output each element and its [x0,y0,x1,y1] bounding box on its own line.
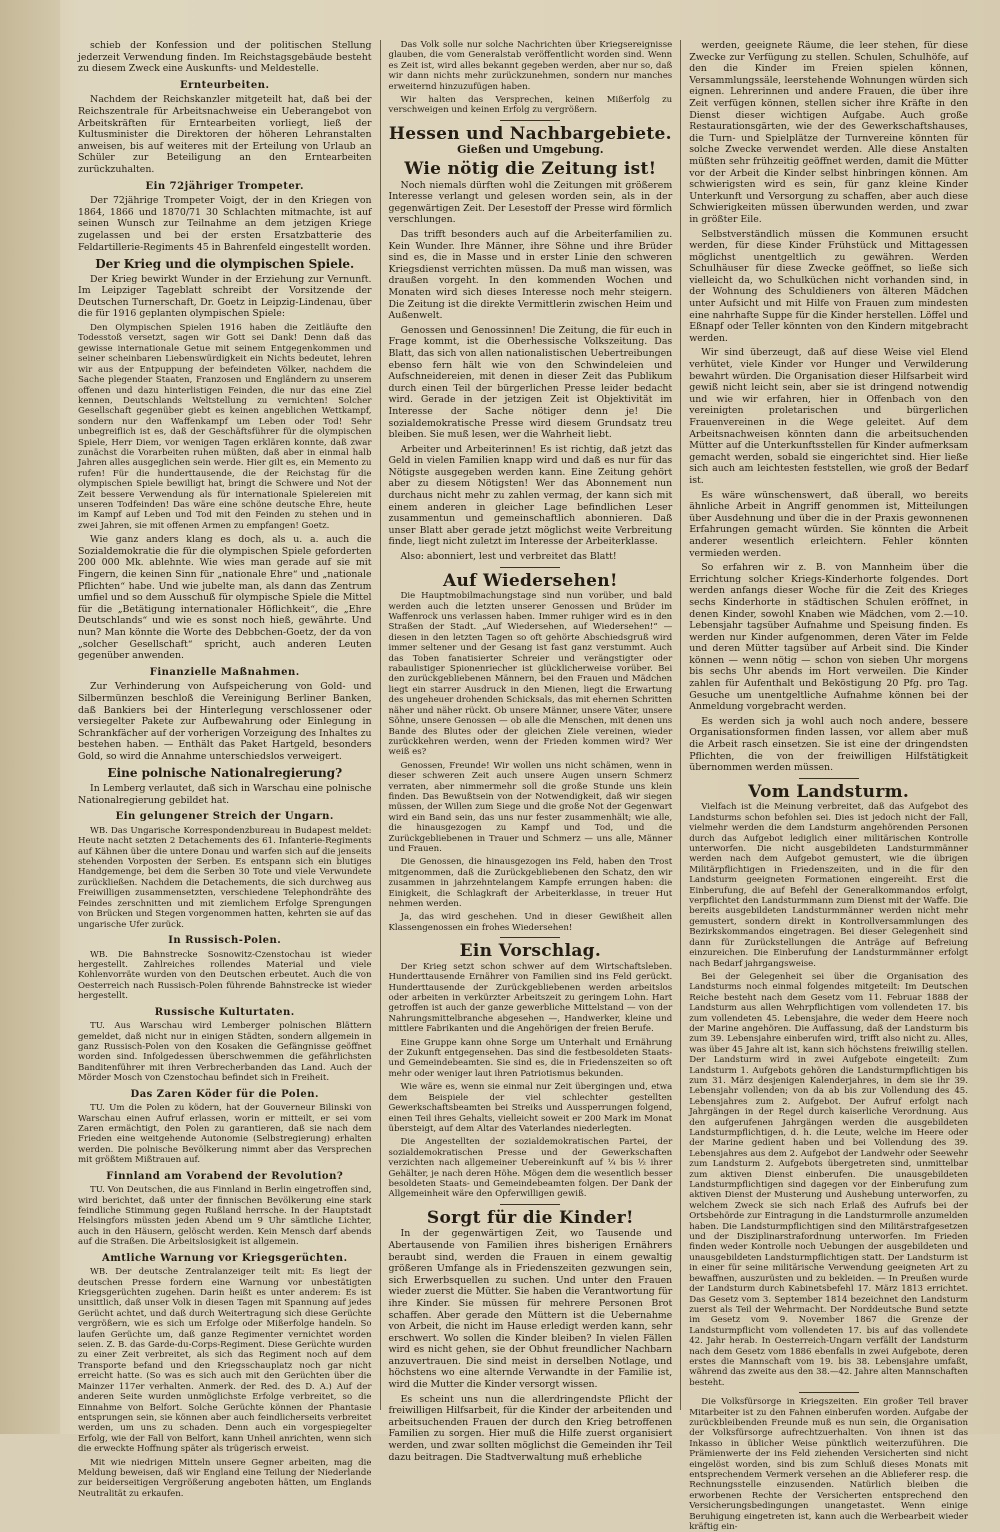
article-heading: Amtliche Warnung vor Kriegsgerüchten. [101,1252,348,1264]
article-heading: Ein gelungener Streich der Ungarn. [115,811,334,823]
article-paragraph: So erfahren wir z. B. von Mannheim über die Errichtung solcher Kriegs-Kinderhorte folgendes. Dort werden anfangs dieser Woche für die Zeit des Krieges sechs Kinderhorte in städtischen Schulen eröffnet, in denen Kinder, sowohl Knaben wie Mädchen, vom 2.—10. Lebensjahr tagsüber Aufnahme und Speisung finden. Es werden nur Kinder aufgenommen, deren Väter im Felde und deren Mütter tagsüber auf Arbeit sind. Die Kinder können — wenn nötig — schon von sieben Uhr morgens bis sechs Uhr abends im Hort verweilen. Die Kinder zahlen für Aufenthalt und Beköstigung 20 Pfg. pro Tag. Gesuche um unentgeltliche Aufnahme können bei der Anmeldung vorgebracht werden. [689,562,968,713]
section-subheading: Gießen und Umgebung. [457,143,604,157]
article-paragraph: Die Hauptmobilmachungstage sind nun vorüber, und bald werden auch die letzten unserer Genossen und Brüder im Waffenrock uns verlassen haben. Immer ruhiger wird es in den Straßen der Stadt. „Auf Wiedersehen, auf Wiedersehen!“ — diesen in den letzten Tagen so oft gehörte Abschiedsgruß wird immer seltener und der Gesang ist fast ganz verstummt. Auch das Toben fanatisierter Schreier und verängstigter oder rabaulistiger Spionenriecher ist glücklicherweise vorüber. Bei den zurückgebliebenen Männern, bei den Frauen und Mädchen liegt ein starrer Ausdruck in den Mienen, liegt die Erwartung des ungeheuer drohenden Schicksals, das mit ehernen Schritten näher und näher rückt. Ob unsere Männer, unsere Väter, unsere Söhne, unsere Genossen — ob alle die Menschen, mit denen uns Bande des Blutes oder der gleichen Ziele vereinen, wieder zurückkehren werden, wenn der Frieden kommen wird? Wer weiß es? [388,591,673,758]
article-paragraph: TU. Von Deutschen, die aus Finnland in Berlin eingetroffen sind, wird berichtet, daß unter der finnischen Bevölkerung eine stark feindliche Stimmung gegen Rußland herrsche. In der Hauptstadt Helsingfors müssten jeden Abend um 9 Uhr sämtliche Lichter, auch in den Häusern, gelöscht werden. Kein Mensch darf abends auf die Straßen. Die Arbeitslosigkeit ist allgemein. [78,1185,372,1248]
article-paragraph: Eine Gruppe kann ohne Sorge um Unterhalt und Ernährung der Zukunft entgegensehen. Das sind die festbesoldeten Staats- und Gemeindebeamten. Sie sind es, die in Friedenszeiten so oft mehr oder weniger laut ihren Patriotismus bekunden. [388,1037,673,1079]
article-heading: Der Krieg und die olympischen Spiele. [95,257,355,272]
article-heading: Das Zaren Köder für die Polen. [130,1088,319,1100]
article-paragraph: Es scheint uns nun die allerdringendste Pflicht der freiwilligen Hilfsarbeit, für die Kinder der arbeitenden und arbeitsuchenden Frauen der durch den Krieg betroffenen Familien zu sorgen. Hier muß die Hilfe zuerst organisiert werden, und zwar sollten möglichst die Gemeinden ihr Teil dazu beitragen. Die Stadtverwaltung muß erhebliche [388,1393,673,1463]
article-heading: Vom Landsturm. [748,781,910,802]
article-paragraph: Wie wäre es, wenn sie einmal nur Zeit übergingen und, etwa dem Beispiele der viel schlechter gestellten Gewerkschaftsbeamten bei Streiks und Aussperrungen folgend, einen Teil ihres Gehalts, vielleicht soweit er 200 Mark im Monat übersteigt, auf dem Altar des Vaterlandes niederlegten. [388,1082,673,1134]
divider-rule [500,937,560,938]
article-paragraph: Genossen, Freunde! Wir wollen uns nicht schämen, wenn in dieser schweren Zeit auch unsere Augen unsern Schmerz verraten, aber nimmermehr soll die große Stunde uns klein finden. Das Bewußtsein von der Notwendigkeit, daß wir siegen müssen, der Willen zum Siege und die große Not der Gegenwart wird ein Band sein, das uns nur fester zusammenhält; wie alle, die hinausgezogen zu Kampf und Tod, und die Zurückgebliebenen in Trauer und Schmerz — uns alle, Männer und Frauen. [388,760,673,854]
article-paragraph: TU. Um die Polen zu ködern, hat der Gouverneur Bilinski von Warschau einen Aufruf erlassen, worin er mitteilt, er sei vom Zaren ermächtigt, den Polen zu garantieren, daß sie nach dem Frieden eine weitgehende Autonomie (Selbstregierung) erhalten werden. Die polnische Bevölkerung nimmt aber das Versprechen mit größtem Mißtrauen auf. [78,1103,372,1166]
article-paragraph: Die Volksfürsorge in Kriegszeiten. Ein großer Teil braver Mitarbeiter ist zu den Fahnen einberufen worden. Aufgabe der zurückbleibenden Freunde muß es nun sein, die Organisation der Volksfürsorge aufrechtzuerhalten. Von ihnen ist das Inkasso in üblicher Weise pünktlich weiterzuführen. Die Prämienwerte der ins Feld ziehenden Versicherten sind nicht eingelöst worden, sind bis zum Schluß dieses Monats mit entsprechendem Vermerk versehen an die Ablieferer resp. die Rechnungsstelle einzusenden. Natürlich bleiben die erworbenen Rechte der Versicherten entsprechend den Versicherungsbedingungen unangetastet. Wenn einige Beruhigung eingetreten ist, kann auch die Werbearbeit wieder kräftig ein- [689,1397,968,1532]
article-heading: Finnland am Vorabend der Revolution? [106,1170,344,1182]
article-heading: Finanzielle Maßnahmen. [149,666,300,678]
article-paragraph: WB. Die Bahnstrecke Sosnowitz-Czenstochau ist wieder hergestellt. Zahlreiches rollendes Material und viele Kohlenvorräte wurden von den Deutschen erbeutet. Auch die von Oesterreich nach Russisch-Polen führende Bahnstrecke ist wieder hergestellt. [78,949,372,1002]
article-heading: Sorgt für die Kinder! [426,1207,634,1228]
article-heading: Auf Wiedersehen! [443,570,618,591]
article-paragraph: Wir halten das Versprechen, keinen Mißerfolg zu verschweigen und keinen Erfolg zu vergrößern. [388,95,673,116]
article-paragraph: werden, geeignete Räume, die leer stehen, für diese Zwecke zur Verfügung zu stellen. Schulen, Schulhöfe, auf den die Kinder im Freien spielen können, Versammlungssäle, leerstehende Wohnungen würden sich eignen. Lehrerinnen und andere Frauen, die über ihre Zeit verfügen können, stellen sicher ihre Kräfte in den Dienst dieser wichtigen Aufgabe. Auch große Restaurationsgärten, wie der des Gewerkschaftshauses, die Turn- und Spielplätze der Turnvereine könnten für solche Zwecke verwendet werden. Alle diese Anstalten müßten sehr frühzeitig geöffnet werden, damit die Mütter vor der Arbeit die Kinder selbst hinbringen können. Am schwierigsten wird es sein, für ganz kleine Kinder Unterkunft und Versorgung zu schaffen, aber auch diese Schwierigkeiten müssen überwunden werden, und zwar in größter Eile. [689,40,968,225]
article-paragraph: Die Genossen, die hinausgezogen ins Feld, haben den Trost mitgenommen, daß die Zurückgebliebenen den Schatz, den wir zusammen in jahrzehntelangem Kampfe errungen haben: die Einigkeit, die Schlagkraft der Arbeiterklasse, in treuer Hut nehmen werden. [388,857,673,909]
article-paragraph: Bei der Gelegenheit sei über die Organisation des Landsturms noch einmal folgendes mitgeteilt: Im Deutschen Reiche besteht nach dem Gesetz vom 11. Februar 1888 der Landsturm aus allen Wehrpflichtigen vom vollendeten 17. bis zum vollendeten 45. Lebensjahre, die weder dem Heere noch der Marine angehören. Die Auffassung, daß der Landsturm bis zum 39. Lebensjahre einberufen wird, trifft also nicht zu. Alles, was über 45 Jahre alt ist, kann sich höchstens freiwillig stellen. Der Landsturm wird in zwei Aufgebote eingeteilt: Zum Landsturm 1. Aufgebots gehören die Landsturmpflichtigen bis zum 31. März desjenigen Kalenderjahres, in dem sie ihr 39. Lebensjahr vollenden; von da ab bis zur Vollendung des 45. Lebensjahres zum 2. Aufgebot. Der Aufruf erfolgt nach Jahrgängen in der Regel durch kaiserliche Verordnung. Aus den aufgerufenen Jahrgängen werden die ausgebildeten Landsturmpflichtigen, d. h. die Leute, welche im Heere oder der Marine gedient haben und bei Vollendung des 39. Lebensjahres aus dem 2. Aufgebot der Landwehr oder Seewehr zum Landsturm 2. Aufgebots übergetreten sind, unmittelbar zum aktiven Dienst einberufen. Die unausgebildeten Landsturmpflichtigen sind dagegen vor der Einberufung zum aktiven Dienst der Musterung und Aushebung unterworfen, zu welchem Zweck sie sich nach Erlaß des Aufrufs bei der Ortsbehörde zur Eintragung in die Landsturmrolle anzumelden haben. Die Landsturmpflichtigen sind den Militärstrafgesetzen und der Disziplinarstrafordnung unterworfen. Im Frieden finden weder Kontrolle noch Uebungen der ausgebildeten und unausgebildeten Landsturmpflichtigen statt. Der Landsturm ist in einer für seine militärische Verwendung geeigneten Art zu bewaffnen, auszurüsten und zu bekleiden. — In Preußen wurde der Landsturm durch Kabinetsbefehl 17. März 1813 errichtet. Das Gesetz vom 3. September 1814 bezeichnet den Landsturm zuerst als Teil der Wehrmacht. Der Norddeutsche Bund setzte im Gesetz vom 9. November 1867 die Grenze der Landsturmpflicht vom vollendeten 17. bis auf das vollendete 42. Jahr herab. In Oesterreich-Ungarn verfällt der Landsturm nach dem Gesetz vom 1886 ebenfalls in zwei Aufgebote, deren erstes die Mannschaft vom 19. bis 38. Lebensjahre umfaßt, während das zweite aus den 38.—42. Jahre alten Mannschaften besteht. [689,971,968,1388]
column-left [70,40,381,1499]
divider-rule [799,1392,859,1393]
article-paragraph: Genossen und Genossinnen! Die Zeitung, die für euch in Frage kommt, ist die Oberhessische Volkszeitung. Das Blatt, das sich von allen nationalistischen Uebertreibungen ebenso fern hält wie von den Schwindeleien und Aufschneidereien, mit denen in dieser Zeit das Publikum durch einen Teil der bürgerlichen Presse leider bedacht wird. Gerade in der jetzigen Zeit ist Objektivität im Interesse der Sache nötiger denn je! Die sozialdemokratische Presse wird diesem Grundsatz treu bleiben. Sie muß lesen, wer die Wahrheit liebt. [388,324,673,441]
article-paragraph: Das trifft besonders auch auf die Arbeiterfamilien zu. Kein Wunder. Ihre Männer, ihre Söhne und ihre Brüder sind es, die in Masse und in erster Linie den schweren Kriegsdienst verrichten müssen. Da muß man wissen, was draußen vorgeht. In den kommenden Wochen und Monaten wird sich dieses Interesse noch mehr steigern. Die Zeitung ist die direkte Vermittlerin zwischen Heim und Außenwelt. [388,229,673,322]
article-paragraph: Also: abonniert, lest und verbreitet das Blatt! [400,551,617,563]
article-heading: Russische Kulturtaten. [154,1006,295,1018]
column-container [70,40,976,1532]
page-fold-shadow [0,0,60,1434]
article-paragraph: Selbstverständlich müssen die Kommunen ersucht werden, für diese Kinder Frühstück und Mittagessen möglichst unentgeltlich zu gewähren. Werden Schulhäuser für diese Zwecke geöffnet, so ließe sich vielleicht da, wo Schulküchen nicht vorhanden sind, in der Wohnung des Schuldieners von älteren Mädchen unter Aufsicht und mit Hilfe von Frauen zum mindesten eine nahrhafte Suppe für die Kinder herstellen. Löffel und Eßnapf oder Teller könnten von den Kindern mitgebracht werden. [689,228,968,344]
divider-rule [500,1204,560,1205]
article-heading: Ein 72jähriger Trompeter. [145,180,305,192]
article-paragraph: WB. Das Ungarische Korrespondenzbureau in Budapest meldet: Heute nacht setzten 2 Detachements des 61. Infanterie-Regiments auf Kähnen über die untere Donau und warfen sich auf die jenseits stehenden Vorposten der Serben. Es entspann sich ein blutiges Handgemenge, bei dem die Serben 30 Tote und viele Verwundete zurückließen. Nachdem die Detachements, die sich durchweg aus Freiwilligen zusammensetzten, verschiedene Telephondrähte des Feindes zerschnitten und mit ziemlichem Erfolge Sprengungen von Brücken und Stegen vorgenommen hatten, kehrten sie auf das ungarische Ufer zurück. [78,825,372,930]
article-paragraph: Noch niemals dürften wohl die Zeitungen mit größerem Interesse verlangt und gelesen worden sein, als in der gegenwärtigen Zeit. Der Lesestoff der Presse wird förmlich verschlungen. [388,179,673,226]
article-paragraph: schieb der Konfession und der politischen Stellung jederzeit Verwendung finden. Im Reichstagsgebäude besteht zu diesem Zweck eine Auskunfts- und Meldestelle. [78,40,372,75]
article-paragraph: Der Krieg bewirkt Wunder in der Erziehung zur Vernunft. Im Leipziger Tageblatt schreibt der Vorsitzende der Deutschen Turnerschaft, Dr. Goetz in Leipzig-Lindenau, über die für 1916 geplanten olympischen Spiele: [78,273,372,320]
article-paragraph: Zur Verhinderung von Aufspeicherung von Gold- und Silbermünzen beschloß die Vereinigung Berliner Banken, daß Bankiers bei der Hinterlegung verschlossener oder versiegelter Pakete zur Aufbewahrung oder Einlegung in Schrankfächer auf der vorherigen Vorzeigung des Inhaltes zu bestehen haben. — Enthält das Paket Hartgeld, besonders Gold, so wird die Annahme unterschiedslos verweigert. [78,681,372,762]
article-paragraph: Wir sind überzeugt, daß auf diese Weise viel Elend verhütet, viele Kinder vor Hunger und Verwilderung bewahrt würden. Die Organisation dieser Hilfsarbeit wird gewiß nicht leicht sein, aber sie ist dringend notwendig und wie wir erfahren, hier in Offenbach von den vereinigten proletarischen und bürgerlichen Frauenvereinen in die Wege geleitet. Auf dem Arbeitsnachweisen könnten dann die arbeitsuchenden Mütter auf die Unterkunftsstellen für Kinder aufmerksam gemacht werden, sobald sie eingerichtet sind. Hier ließe sich auch am leichtesten feststellen, wie groß der Bedarf ist. [689,347,968,486]
column-middle [381,40,682,1463]
article-heading: Wie nötig die Zeitung ist! [404,159,657,180]
article-paragraph: Das Volk solle nur solche Nachrichten über Kriegsereignisse glauben, die vom Generalstab veröffentlicht worden sind. Wenn es Zeit ist, wird alles bekannt gegeben werden, aber nur so, daß wir dann nichts mehr zurückzunehmen, sondern nur manches erweiternd hinzuzufügen haben. [388,40,673,92]
article-heading: Eine polnische Nationalregierung? [107,766,343,781]
article-paragraph: Vielfach ist die Meinung verbreitet, daß das Aufgebot des Landsturms schon befohlen sei. Dies ist jedoch nicht der Fall, vielmehr werden die dem Landsturm angehörenden Personen durch das Aufgebot lediglich einer militärischen Kontrolle unterworfen. Die nicht ausgebildeten Landsturmmänner werden nach dem Aufgebot gemustert, wie die übrigen Militärpflichtigen in Friedenszeiten, und in die für den Landsturm geeigneten Formationen eingereiht. Erst die Einberufung, die auf Befehl der Generalkommandos erfolgt, verpflichtet den Landsturmmann zum Dienst mit der Waffe. Die bereits ausgebildeten Landsturmmänner werden nicht mehr gemustert, sondern direkt in Kontrollversammlungen des Bezirkskommandos eingetragen. Bei dieser Gelegenheit sind dann für Zurückstellungen die Anträge auf Befreiung einzureichen. Die Einberufung der Landsturmmänner erfolgt nach Bedarf jahrgangsweise. [689,802,968,969]
article-paragraph: Es werden sich ja wohl auch noch andere, bessere Organisationsformen finden lassen, vor allem aber muß die Arbeit rasch einsetzen. Sie ist eine der dringendsten Pflichten, die von der freiwilligen Hilfstätigkeit übernommen werden müssen. [689,715,968,774]
article-paragraph: Der Krieg setzt schon schwer auf dem Wirtschaftsleben. Hunderttausende Ernährer von Familien sind ins Feld gerückt. Hunderttausende der Zurückgebliebenen werden arbeitslos oder arbeiten in verkürzter Arbeitszeit zu geringem Lohn. Hart getroffen ist auch der ganze gewerbliche Mittelstand — von der Nahrungsmittelbranche abgesehen —, Handwerker, kleine und mittlere Fabrikanten und die Angehörigen der freien Berufe. [388,961,673,1035]
divider-rule [500,567,560,568]
divider-rule [799,778,859,779]
article-heading: In Russisch-Polen. [168,934,282,946]
article-paragraph: Ja, das wird geschehen. Und in dieser Gewißheit allen Klassengenossen ein frohes Wiedersehen! [388,912,673,933]
article-paragraph: Nachdem der Reichskanzler mitgeteilt hat, daß bei der Reichszentrale für Arbeitsnachweise ein Ueberangebot von Arbeitskräften für Erntearbeiten vorliegt, ließ der Kultusminister die Direktoren der höheren Lehranstalten anweisen, bis auf weiteres mit der Erteilung von Urlaub an Schüler zur Beteiligung an den Erntearbeiten zurückzuhalten. [78,94,372,175]
article-paragraph: WB. Der deutsche Zentralanzeiger teilt mit: Es liegt der deutschen Presse fordern eine Warnung vor unbestätigten Kriegsgerüchten zugehen. Darin heißt es unter anderem: Es ist unsittlich, daß unser Volk in diesen Tagen mit Spannung auf jedes Gerücht achtet, und daß durch Weitertragung sich diese Gerüchte vergrößern, wie es sich um Erfolge oder Mißerfolge handeln. So laufen Gerüchte um, daß ganze Regimenter vernichtet worden seien. Z. B. das Garde-du-Corps-Regiment. Diese Gerüchte wurden zu einer Zeit verbreitet, als sich das Regiment noch auf dem Transporte befand und den Kriegsschauplatz noch gar nicht erreicht hatte. (So was es sich auch mit den Gerüchten über die Mainzer 117er verhalten. Anmerk. der Red. des D. A.) Auf der anderen Seite wurden unmöglichste Erfolge verbreitet, so die Einnahme von Belfort. Solche Gerüchte können der Phantasie entsprungen sein, sie können aber auch feindlicherseits verbreitet werden, um uns zu schaden. Denn auch ein vorgespiegelter Erfolg, wie der Fall von Belfort, kann Unheil anrichten, wenn sich die erweckte Hoffnung später als trügerisch erweist. [78,1267,372,1455]
article-paragraph: Mit wie niedrigen Mitteln unsere Gegner arbeiten, mag die Meldung beweisen, daß wir England eine Teilung der Niederlande zur beiderseitigen Vergrößerung angeboten hätten, um Englands Neutralität zu erkaufen. [78,1457,372,1499]
article-heading: Ein Vorschlag. [459,941,602,962]
article-paragraph: Der 72jährige Trompeter Voigt, der in den Kriegen von 1864, 1866 und 1870/71 30 Schlachten mitmachte, ist auf seinen Wunsch zur Teilnahme an dem jetzigen Kriege zugelassen und bei der ersten Ersatzbatterie des Feldartillerie-Regiments 45 in Bahrenfeld eingestellt worden. [78,195,372,253]
article-paragraph: Es wäre wünschenswert, daß überall, wo bereits ähnliche Arbeit in Angriff genommen ist, Mitteilungen über Ausdehnung und über die in der Praxis gewonnenen Erfahrungen gemacht würden. Sie könnten die Arbeit anderer wesentlich erleichtern. Fehler könnten vermieden werden. [689,489,968,559]
article-paragraph: Die Angestellten der sozialdemokratischen Partei, der sozialdemokratischen Presse und der Gewerkschaften verzichten nach allgemeiner Uebereinkunft auf ¼ bis ½ ihrer Gehälter, je nach deren Höhe. Mögen dem die wesentlich besser besoldeten Staats- und Gemeindebeamten folgen. Der Dank der Allgemeinheit wäre den Opferwilligen gewiß. [388,1137,673,1200]
article-heading: Hessen und Nachbargebiete. [388,123,672,144]
article-heading: Ernteurbeiten. [179,79,270,91]
article-paragraph: TU. Aus Warschau wird Lemberger polnischen Blättern gemeldet, daß nicht nur in einigen Städten, sondern allgemein in ganz Russisch-Polen von den Kosaken die Gefängnisse geöffnet worden sind. Infolgedessen überschwemmen die gefährlichsten Banditenführer mit ihren Verbrecherbanden das Land. Auch der Mörder Mosch von Czenstochau befindet sich in Freiheit. [78,1021,372,1084]
article-paragraph: Den Olympischen Spielen 1916 haben die Zeitläufte den Todesstoß versetzt, sagen wir Gott sei Dank! Denn daß das gewisse internationale Getue mit seinem Entgegenkommen und seiner scheinbaren Liebenswürdigkeit ein Nichts bedeutet, lehren wir aus der Entpuppung der befeindeten Völker, nachdem die Sache plegender Staaten, Franzosen und Engländern zu unserem offenen und dazu hinterlistigen Feinden, die nur das eine Ziel kennen, Deutschlands Weltstellung zu vernichten! Solcher Gesellschaft gegenüber giebt es keinen angeblichen Wettkampf, sondern nur den Waffenkampf um Leben oder Tod! Sehr unbegreiflich ist es, daß der Geschäftsführer für die olympischen Spiele, Herr Diem, vor wenigen Tagen erklären konnte, daß zwar zunächst die Vorarbeiten ruhen müßten, daß aber in einmal halb Jahren alles ausgeglichen sein werde. Hier gilt es, ein Memento zu rufen! Für die hunderttausende, die der Reichstag für die olympischen Spiele bewilligt hat, bringt die Schwere und Not der Zeit bessere Verwendung als für internationale Spielereien mit unseren Todfeinden! Das wäre eine schöne deutsche Ehre, heute im Kampf auf Leben und Tod mit den Feinden zu stehen und in zwei Jahren, sie mit offenen Armen zu empfangen! Goetz. [78,323,372,531]
article-paragraph: In Lemberg verlautet, daß sich in Warschau eine polnische Nationalregierung gebildet hat. [78,783,372,806]
column-right [681,40,976,1532]
article-paragraph: In der gegenwärtigen Zeit, wo Tausende und Abertausende von Familien ihres bisherigen Ernährers beraubt sind, werden die Frauen in einem gewaltig größeren Umfange als in Friedenszeiten gezwungen sein, sich Erwerbsquellen zu suchen. Und unter den Frauen wieder zuerst die Mütter. Sie haben die Verantwortung für ihre Kinder. Sie müssen für mehrere Personen Brot schaffen. Aber gerade den Müttern ist die Uebernahme von Arbeit, die nicht im Hause erledigt werden kann, sehr erschwert. Wo sollen die Kinder bleiben? In vielen Fällen wird es nicht gehen, sie der Obhut freundlicher Nachbarn anzuvertrauen. Die sind meist in derselben Notlage, und höchstens wo eine alternde Verwandte in der Familie ist, wird die Mutter die Kinder versorgt wissen. [388,1228,673,1391]
article-paragraph: Wie ganz anders klang es doch, als u. a. auch die Sozialdemokratie die für die olympischen Spiele geforderten 200 000 Mk. ablehnte. Wie wies man gerade auf sie mit Fingern, die keinen Sinn für „nationale Ehre“ und „nationale Pflichten“ habe. Und wie jubelte man, als dann das Zentrum umfiel und so dem Ausschuß für olympische Spiele die Mittel für die „Betätigung internationaler Höflichkeit“, die „Ehre Deutschlands“ und wie es sonst noch hieß, gewährte. Und nun? Man könnte die Worte des Debbchen-Goetz, der da von „solcher Gesellschaft“ spricht, auch anderen Leuten gegenüber anwenden. [78,534,372,662]
article-paragraph: Arbeiter und Arbeiterinnen! Es ist richtig, daß jetzt das Geld in vielen Familien knapp wird und daß es nur für das Nötigste ausgegeben werden kann. Eine Zeitung gehört aber zu diesem Nötigsten! Wer das Abonnement nun durchaus nicht mehr zu zahlen vermag, der kann sich mit einem anderen in gleicher Lage befindlichen Leser zusammentun und gemeinschaftlich abonnieren. Daß unser Blatt aber gerade jetzt möglichst weite Verbreitung finde, liegt nicht zuletzt im Interesse der Arbeiterklasse. [388,443,673,548]
divider-rule [500,120,560,121]
